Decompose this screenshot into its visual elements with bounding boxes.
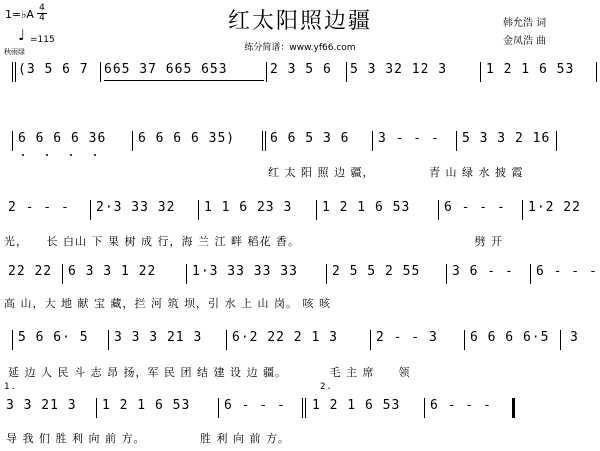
measure: 1 2 1 6 53 [312,398,401,413]
barline [596,62,597,82]
measure: 3 3 3 21 3 [114,330,203,345]
barline [12,131,13,151]
barline [100,62,101,82]
barline [456,131,457,151]
measure: 6 6 6 6 35) [138,131,236,146]
website-credit: 练分简谱：www.yf66.com [244,43,356,53]
lyrics-line-3: 光， 长 白山 下 果 树 成 行，海 兰 江 畔 稻花 香。 劈 开 [4,235,503,248]
barline [226,330,227,350]
barline [12,330,13,350]
measure: 22 22 [8,264,53,279]
key-signature: 1=♭A [5,8,34,21]
measure: 6 3 3 1 22 [68,264,157,279]
measure: 6·2 22 2 1 3 [232,330,338,345]
measure: 1 2 1 6 53 [486,62,575,77]
measure: 6 6 6 6·5 [470,330,550,345]
low-octave-dot [46,154,48,156]
measure: 1·3 33 33 33 [192,264,298,279]
measure: 6 - - - [536,264,598,279]
measure: 6 - - - [444,200,506,215]
time-signature [37,4,47,23]
barline [62,264,63,284]
barline [198,200,199,220]
composer-credit: 金凤浩 曲 [503,36,547,47]
barline [464,330,465,350]
typesetter-credit: 秋雨绿 [4,48,25,56]
tempo-value: =115 [30,35,55,45]
barline [12,62,13,82]
repeat-barline [302,398,303,418]
lyrics-line-4: 高 山，大 地 献 宝 藏，拦 河 筑 坝，引 水 上 山 岗。 咳 咳 [4,297,331,310]
barline [132,131,133,151]
low-octave-dot [94,154,96,156]
song-title: 红太阳照边疆 [227,9,372,34]
measure: 6 - - - [430,398,492,413]
measure: 1·2 22 [528,200,581,215]
measure: 5 3 3 2 16 [462,131,551,146]
barline [530,264,531,284]
measure: (3 5 6 7 [18,62,89,77]
measure: 2·3 33 32 [96,200,176,215]
measure: 2 5 5 2 55 [332,264,421,279]
barline [560,330,561,350]
barline [556,131,557,151]
measure: 2 - - 3 [376,330,438,345]
barline [96,398,97,418]
low-octave-dot [70,154,72,156]
measure: 6 - - - [224,398,286,413]
barline [108,330,109,350]
final-barline [512,398,515,418]
barline [346,62,347,82]
barline [424,398,425,418]
measure: 1 2 1 6 53 [322,200,411,215]
low-octave-dot [22,154,24,156]
measure: 5 6 6· 5 [18,330,89,345]
measure: 2 3 5 6 [270,62,332,77]
barline [326,264,327,284]
time-signature-bottom: 4 [37,13,47,23]
measure: 6 6 5 3 6 [270,131,350,146]
quarter-note-icon: ♩ [18,26,26,44]
barline [262,131,263,151]
barline [186,264,187,284]
repeat-ending-label: 1. [4,382,17,392]
barline [218,398,219,418]
barline [438,200,439,220]
lyricist-credit: 韩允浩 词 [503,18,547,29]
measure: 2 - - - [8,200,70,215]
barline [316,200,317,220]
barline [372,131,373,151]
barline [90,200,91,220]
repeat-ending-label: 2. [320,382,333,392]
measure: 3 [570,330,579,345]
measure: 6 6 6 6 36 [18,131,107,146]
barline [480,62,481,82]
measure: 3 6 - - [452,264,514,279]
barline [522,200,523,220]
measure: 5 3 32 12 3 [350,62,448,77]
lyrics-line-2: 红 太 阳 照 边 疆， 青 山 绿 水 披 霞 [268,166,524,179]
barline [266,62,267,82]
lyrics-line-5: 延 边 人 民 斗 志 昂 扬，军 民 团 结 建 设 边 疆。 毛 主 席 领 [8,366,411,379]
measure: 665 37 665 653 [104,62,228,77]
barline [370,330,371,350]
measure: 1 2 1 6 53 [102,398,191,413]
lyrics-line-6: 导 我 们 胜 利 向 前 方。 胜 利 向 前 方。 [6,432,290,445]
measure: 3 - - - [378,131,440,146]
beam-underline [104,80,264,81]
measure: 3 3 21 3 [6,398,77,413]
time-signature-top: 4 [39,3,45,13]
measure: 1 1 6 23 3 [204,200,293,215]
barline [446,264,447,284]
